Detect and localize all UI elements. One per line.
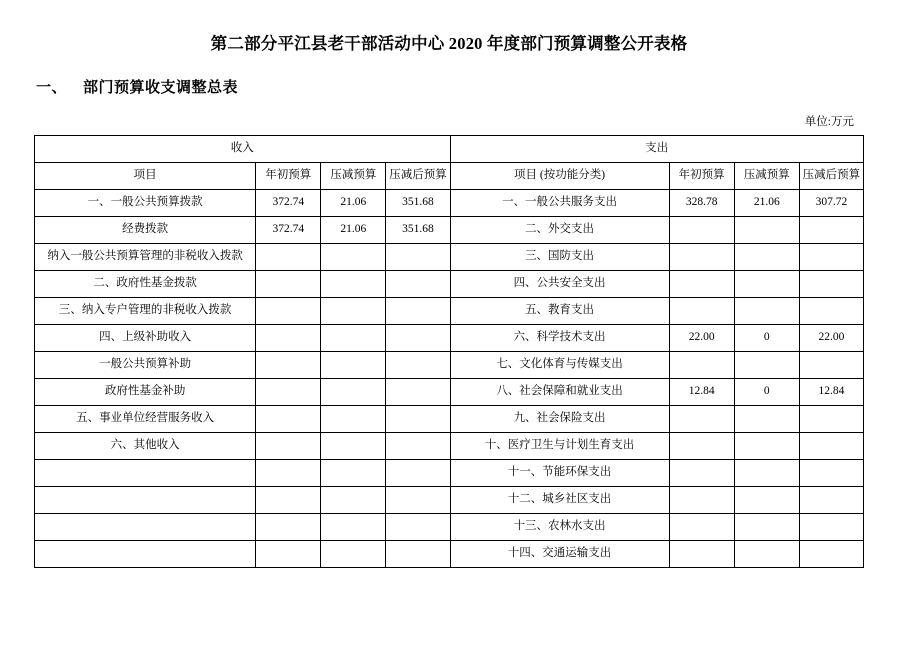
expenditure-after [799,541,863,568]
income-begin [256,325,321,352]
income-reduce [321,487,386,514]
income-reduce [321,433,386,460]
table-row [35,406,864,433]
expenditure-item: 九、社会保险支出 [450,406,669,433]
table-row [35,325,864,352]
income-group-header: 收入 [35,136,451,163]
column-header-income-reduce: 压减预算 [321,163,386,190]
income-reduce [321,406,386,433]
income-after [386,406,450,433]
income-item [35,514,256,541]
income-item: 六、其他收入 [35,433,256,460]
table-row [35,541,864,568]
expenditure-after: 22.00 [799,325,863,352]
expenditure-reduce [734,298,799,325]
expenditure-begin [669,460,734,487]
expenditure-after: 307.72 [799,190,863,217]
column-header-exp-reduce: 压减预算 [734,163,799,190]
column-header-exp-begin: 年初预算 [669,163,734,190]
expenditure-after [799,298,863,325]
income-item: 四、上级补助收入 [35,325,256,352]
column-header-income-after: 压减后预算 [386,163,450,190]
expenditure-item: 七、文化体育与传媒支出 [450,352,669,379]
expenditure-item: 三、国防支出 [450,244,669,271]
expenditure-after [799,406,863,433]
income-begin: 372.74 [256,217,321,244]
expenditure-group-header: 支出 [450,136,864,163]
expenditure-after [799,460,863,487]
expenditure-item: 六、科学技术支出 [450,325,669,352]
income-item: 经费拨款 [35,217,256,244]
income-begin [256,487,321,514]
expenditure-reduce: 0 [734,325,799,352]
income-item [35,487,256,514]
expenditure-begin [669,244,734,271]
table-row [35,379,864,406]
expenditure-reduce [734,244,799,271]
income-reduce [321,541,386,568]
section-title: 部门预算收支调整总表 [83,80,239,96]
unit-note: 单位:万元 [804,116,854,128]
table-row [35,298,864,325]
income-after [386,487,450,514]
income-begin [256,352,321,379]
expenditure-reduce: 0 [734,379,799,406]
income-begin [256,244,321,271]
income-after: 351.68 [386,217,450,244]
table-column-header-row [35,163,864,190]
income-reduce: 21.06 [321,190,386,217]
expenditure-reduce [734,217,799,244]
table-row [35,514,864,541]
expenditure-after [799,217,863,244]
table-row [35,244,864,271]
income-reduce [321,271,386,298]
section-heading [36,76,864,97]
table-row [35,460,864,487]
income-after [386,379,450,406]
expenditure-after [799,271,863,298]
expenditure-after [799,433,863,460]
income-begin [256,271,321,298]
expenditure-item: 八、社会保障和就业支出 [450,379,669,406]
expenditure-begin [669,433,734,460]
income-item: 纳入一般公共预算管理的非税收入拨款 [35,244,256,271]
expenditure-after [799,352,863,379]
income-item: 三、纳入专户管理的非税收入拨款 [35,298,256,325]
income-reduce [321,352,386,379]
income-reduce [321,379,386,406]
income-after [386,460,450,487]
income-begin [256,514,321,541]
expenditure-reduce [734,433,799,460]
column-header-exp-after: 压减后预算 [799,163,863,190]
income-reduce: 21.06 [321,217,386,244]
income-reduce [321,514,386,541]
expenditure-begin: 22.00 [669,325,734,352]
expenditure-reduce [734,487,799,514]
income-item [35,541,256,568]
income-after [386,244,450,271]
column-header-income-item: 项目 [35,163,256,190]
document-page [0,30,898,665]
expenditure-item: 二、外交支出 [450,217,669,244]
expenditure-begin [669,406,734,433]
expenditure-reduce [734,460,799,487]
expenditure-begin [669,487,734,514]
income-reduce [321,298,386,325]
income-after [386,298,450,325]
table-group-header-row [35,136,864,163]
expenditure-reduce: 21.06 [734,190,799,217]
expenditure-begin [669,217,734,244]
table-row [35,217,864,244]
income-item [35,460,256,487]
expenditure-begin: 328.78 [669,190,734,217]
table-row [35,190,864,217]
expenditure-begin [669,541,734,568]
expenditure-begin [669,298,734,325]
expenditure-begin: 12.84 [669,379,734,406]
income-item: 五、事业单位经营服务收入 [35,406,256,433]
expenditure-item: 十一、节能环保支出 [450,460,669,487]
income-begin [256,379,321,406]
expenditure-reduce [734,406,799,433]
income-begin: 372.74 [256,190,321,217]
expenditure-item: 十、医疗卫生与计划生育支出 [450,433,669,460]
income-begin [256,541,321,568]
expenditure-after [799,244,863,271]
income-after [386,514,450,541]
expenditure-after [799,514,863,541]
income-after [386,325,450,352]
table-row [35,433,864,460]
expenditure-begin [669,352,734,379]
income-after [386,352,450,379]
income-begin [256,433,321,460]
expenditure-item: 十二、城乡社区支出 [450,487,669,514]
income-after [386,433,450,460]
section-number: 一、 [36,80,68,96]
budget-table [34,135,864,568]
expenditure-begin [669,271,734,298]
income-after [386,271,450,298]
income-begin [256,298,321,325]
income-begin [256,406,321,433]
table-row [35,487,864,514]
income-after: 351.68 [386,190,450,217]
expenditure-item: 四、公共安全支出 [450,271,669,298]
income-item: 一般公共预算补助 [35,352,256,379]
income-begin [256,460,321,487]
expenditure-reduce [734,514,799,541]
expenditure-after [799,487,863,514]
income-after [386,541,450,568]
page-title: 第二部分平江县老干部活动中心 2020 年度部门预算调整公开表格 [210,34,688,53]
expenditure-item: 一、一般公共服务支出 [450,190,669,217]
income-reduce [321,460,386,487]
expenditure-reduce [734,352,799,379]
expenditure-item: 十三、农林水支出 [450,514,669,541]
column-header-exp-item: 项目 (按功能分类) [450,163,669,190]
expenditure-after: 12.84 [799,379,863,406]
income-item: 政府性基金补助 [35,379,256,406]
table-row [35,271,864,298]
income-reduce [321,244,386,271]
income-item: 二、政府性基金拨款 [35,271,256,298]
column-header-income-begin: 年初预算 [256,163,321,190]
income-item: 一、一般公共预算拨款 [35,190,256,217]
expenditure-begin [669,514,734,541]
income-reduce [321,325,386,352]
expenditure-reduce [734,541,799,568]
expenditure-item: 五、教育支出 [450,298,669,325]
expenditure-item: 十四、交通运输支出 [450,541,669,568]
table-row [35,352,864,379]
expenditure-reduce [734,271,799,298]
